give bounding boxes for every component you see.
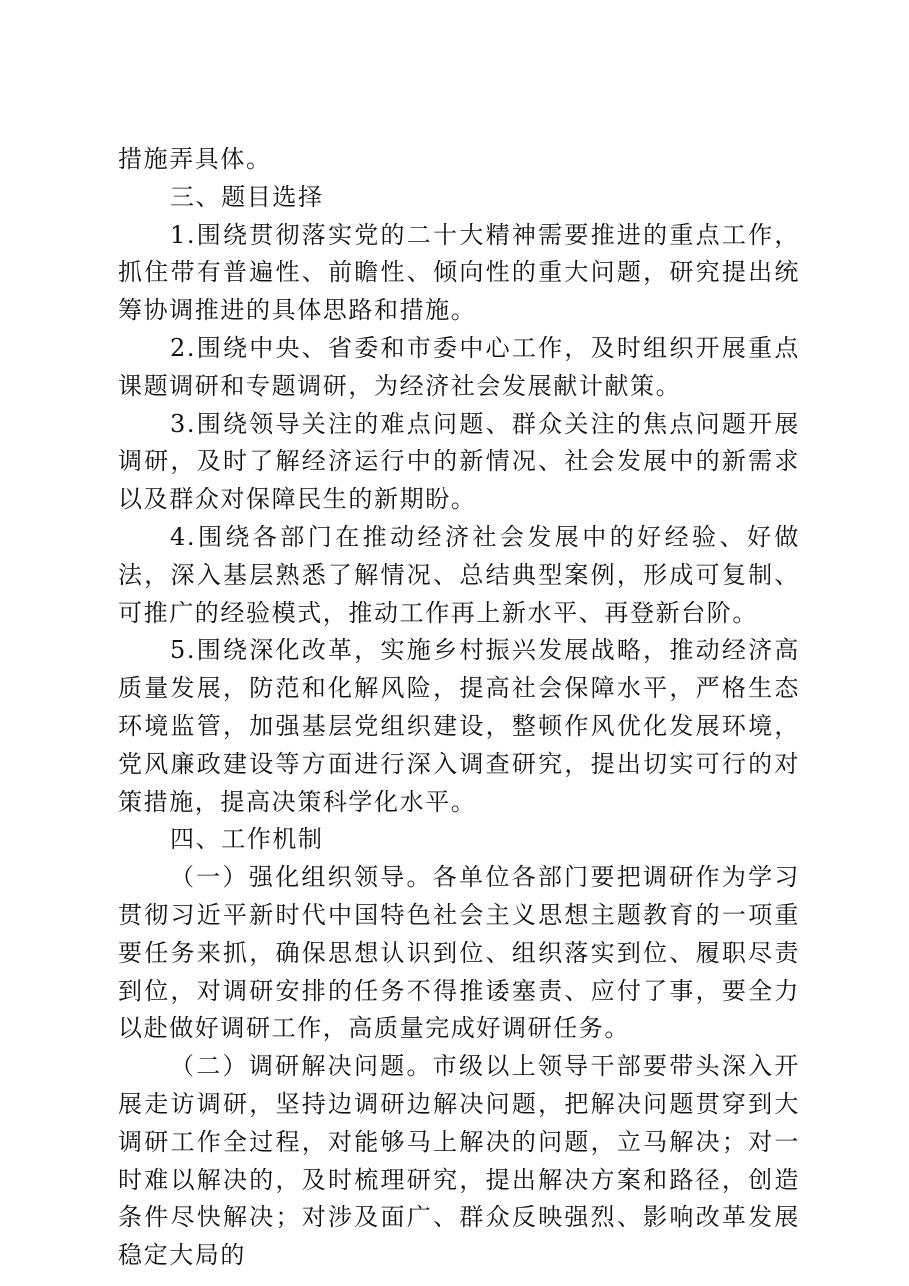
mechanism-item-2: （二）调研解决问题。市级以上领导干部要带头深入开展走访调研，坚持边调研边解决问题，把解决问题贯穿到大调研工作全过程，对能够马上解决的问题，立马解决；对一时难以解决的，及时梳理研究，提出解决方案和路径，创造条件尽快解决；对涉及面广、群众反映强烈、影响改革发展稳定大局的 — [118, 1052, 800, 1270]
topic-item-1: 1.围绕贯彻落实党的二十大精神需要推进的重点工作，抓住带有普遍性、前瞻性、倾向性的重大问题，研究提出统筹协调推进的具体思路和措施。 — [118, 220, 800, 325]
mechanism-item-1: （一）强化组织领导。各单位各部门要把调研作为学习贯彻习近平新时代中国特色社会主义思想主题教育的一项重要任务来抓，确保思想认识到位、组织落实到位、履职尽责到位，对调研安排的任务不得推诿塞责、应付了事，要全力以赴做好调研工作，高质量完成好调研任务。 — [118, 863, 800, 1043]
topic-item-3: 3.围绕领导关注的难点问题、群众关注的焦点问题开展调研，及时了解经济运行中的新情况、社会发展中的新需求以及群众对保障民生的新期盼。 — [118, 409, 800, 514]
paragraph-continuation: 措施弄具体。 — [118, 145, 272, 173]
section-heading-topic-selection: 三、题目选择 — [170, 182, 324, 211]
topic-item-2: 2.围绕中央、省委和市委中心工作，及时组织开展重点课题调研和专题调研，为经济社会发展献计献策。 — [118, 333, 800, 400]
document-body — [118, 141, 800, 1275]
topic-item-4: 4.围绕各部门在推动经济社会发展中的好经验、好做法，深入基层熟悉了解情况、总结典型案例，形成可复制、可推广的经验模式，推动工作再上新水平、再登新台阶。 — [118, 522, 800, 627]
section-heading-work-mechanism: 四、工作机制 — [170, 825, 324, 854]
topic-item-5: 5.围绕深化改革，实施乡村振兴发展战略，推动经济高质量发展，防范和化解风险，提高社会保障水平，严格生态环境监管，加强基层党组织建设，整顿作风优化发展环境，党风廉政建设等方面进行深入调查研究，提出切实可行的对策措施，提高决策科学化水平。 — [118, 636, 800, 816]
